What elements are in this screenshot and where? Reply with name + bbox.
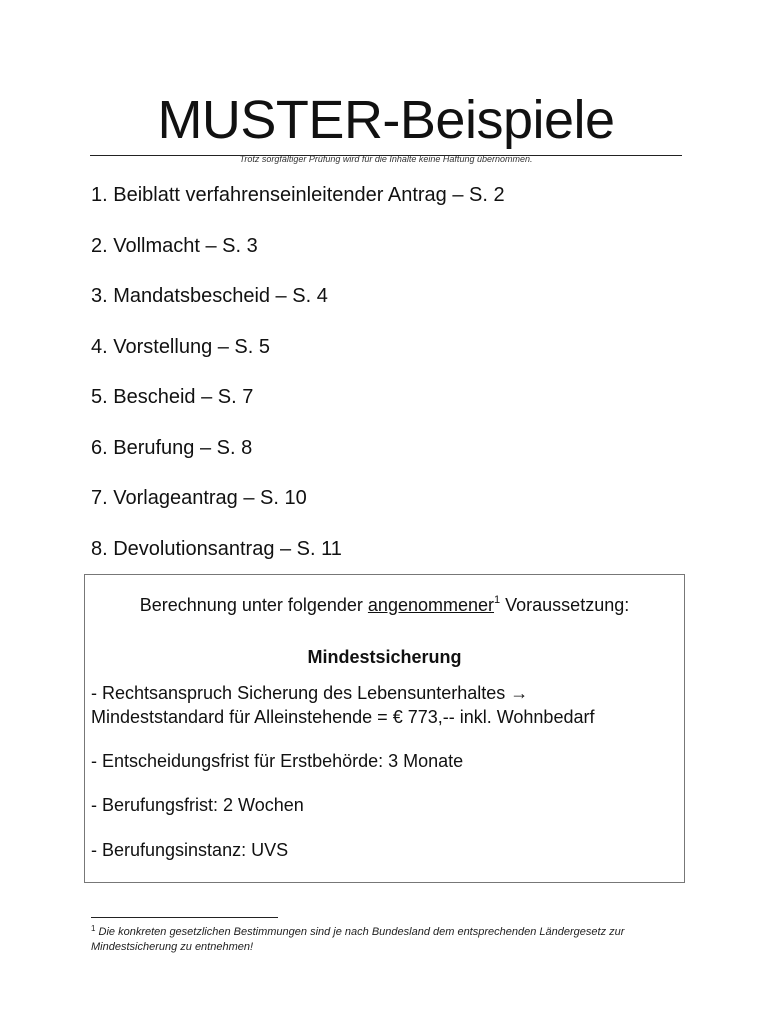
toc-item: 6. Berufung – S. 8 [91,436,253,459]
calculation-box [84,574,685,883]
page-title: MUSTER-Beispiele [157,90,615,150]
footnote-separator [91,917,278,918]
box-heading: Mindestsicherung [307,647,462,667]
toc-item: 5. Bescheid – S. 7 [91,386,254,408]
intro-underlined-word: angenommener [367,595,495,615]
table-of-contents [91,180,505,584]
box-line-entitlement-b: Mindeststandard für Alleinstehende = € 773,-- inkl. Wohnbedarf [91,707,595,727]
box-line-entitlement [91,681,594,729]
toc-item: 8. Devolutionsantrag – S. 11 [91,537,342,560]
footnote [91,925,691,955]
box-line-entitlement-a: - Rechtsanspruch Sicherung des Lebensunterhaltes → [91,683,529,703]
box-line-appeal-instance: - Berufungsinstanz: UVS [91,840,289,860]
disclaimer-text: Trotz sorgfältiger Prüfung wird für die Inhalte keine Haftung übernommen. [239,154,533,164]
toc-item: 3. Mandatsbescheid – S. 4 [91,285,328,307]
footnote-number: 1 [91,924,96,933]
toc-item: 1. Beiblatt verfahrenseinleitender Antrag – S. 2 [91,184,505,206]
box-intro [85,595,684,616]
toc-item: 2. Vollmacht – S. 3 [91,234,258,257]
footnote-text: Die konkreten gesetzlichen Bestimmungen sind je nach Bundesland dem entsprechenden Ländergesetz zur Mindestsicherung zu entnehmen! [91,926,625,953]
box-line-deadline: - Entscheidungsfrist für Erstbehörde: 3 Monate [91,751,464,771]
footnote-reference: 1 [494,594,501,606]
toc-item: 7. Vorlageantrag – S. 10 [91,487,307,509]
intro-suffix: Voraussetzung: [500,595,630,615]
toc-item: 4. Vorstellung – S. 5 [91,335,271,358]
intro-prefix: Berechnung unter folgender [139,595,368,615]
box-line-appeal-period: - Berufungsfrist: 2 Wochen [91,795,304,815]
